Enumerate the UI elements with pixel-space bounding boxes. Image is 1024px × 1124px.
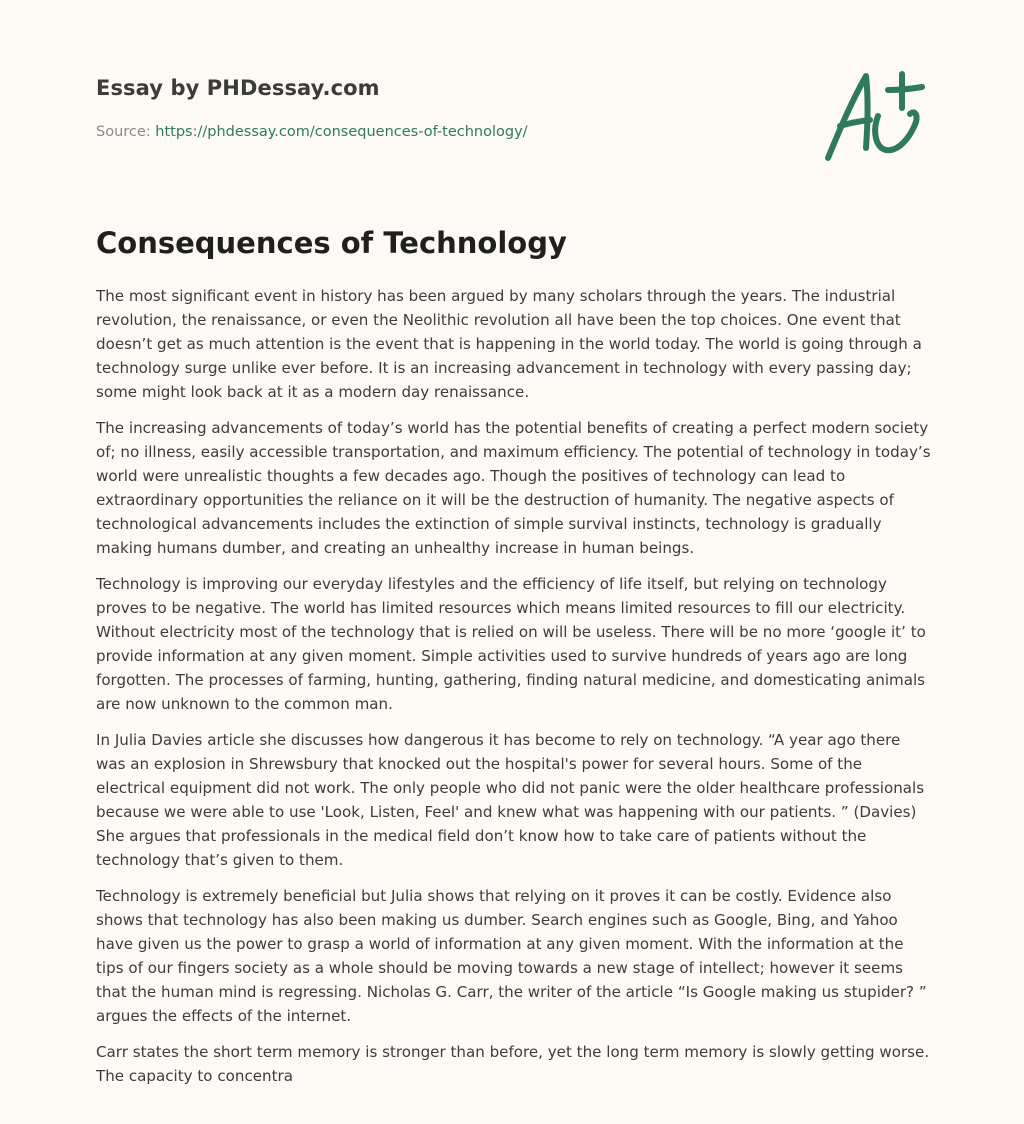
a-plus-logo-icon xyxy=(822,68,928,164)
source-link[interactable]: https://phdessay.com/consequences-of-technology/ xyxy=(155,124,528,140)
essay-paragraph: The most significant event in history has been argued by many scholars through the years. The industrial revolution, the renaissance, or even the Neolithic revolution all have been the top choices. One event that doesn’t get as much attention is the event that is happening in the world today. The world is going through a technology surge unlike ever before. It is an increasing advancement in technology with every passing day; some might look back at it as a modern day renaissance. xyxy=(96,287,922,401)
source-label: Source: xyxy=(96,124,156,140)
essay-title: Consequences of Technology xyxy=(96,226,567,260)
essay-body xyxy=(96,284,932,1100)
essay-paragraph: In Julia Davies article she discusses how dangerous it has become to rely on technology. “A year ago there was an explosion in Shrewsbury that knocked out the hospital's power for several hours. Some of the electrical equipment did not work. The only people who did not panic were the older healthcare professionals because we were able to use 'Look, Listen, Feel' and knew what was happening with our patients. ” (Davies) She argues that professionals in the medical field don’t know how to take care of patients without the technology that’s given to them. xyxy=(96,731,925,869)
essay-paragraph: The increasing advancements of today’s world has the potential benefits of creating a perfect modern society of; no illness, easily accessible transportation, and maximum efficiency. The potential of technology in today’s world were unrealistic thoughts a few decades ago. Though the positives of technology can lead to extraordinary opportunities the reliance on it will be the destruction of humanity. The negative aspects of technological advancements includes the extinction of simple survival instincts, technology is gradually making humans dumber, and creating an unhealthy increase in human beings. xyxy=(96,419,931,557)
essay-paragraph: Carr states the short term memory is stronger than before, yet the long term memory is slowly getting worse. The capacity to concentra xyxy=(96,1043,930,1085)
essay-paragraph: Technology is extremely beneficial but Julia shows that relying on it proves it can be costly. Evidence also shows that technology has also been making us dumber. Search engines such as Google, Bing, and Yahoo have given us the power to grasp a world of information at any given moment. With the information at the tips of our fingers society as a whole should be moving towards a new stage of intellect; however it seems that the human mind is regressing. Nicholas G. Carr, the writer of the article “Is Google making us stupider? ” argues the effects of the internet. xyxy=(96,887,927,1025)
brand-title: Essay by PHDessay.com xyxy=(96,76,380,100)
essay-paragraph: Technology is improving our everyday lifestyles and the efficiency of life itself, but relying on technology proves to be negative. The world has limited resources which means limited resources to fill our electricity. Without electricity most of the technology that is relied on will be useless. There will be no more ‘google it’ to provide information at any given moment. Simple activities used to survive hundreds of years ago are long forgotten. The processes of farming, hunting, gathering, finding natural medicine, and domesticating animals are now unknown to the common man. xyxy=(96,575,926,713)
source-line xyxy=(96,124,528,140)
